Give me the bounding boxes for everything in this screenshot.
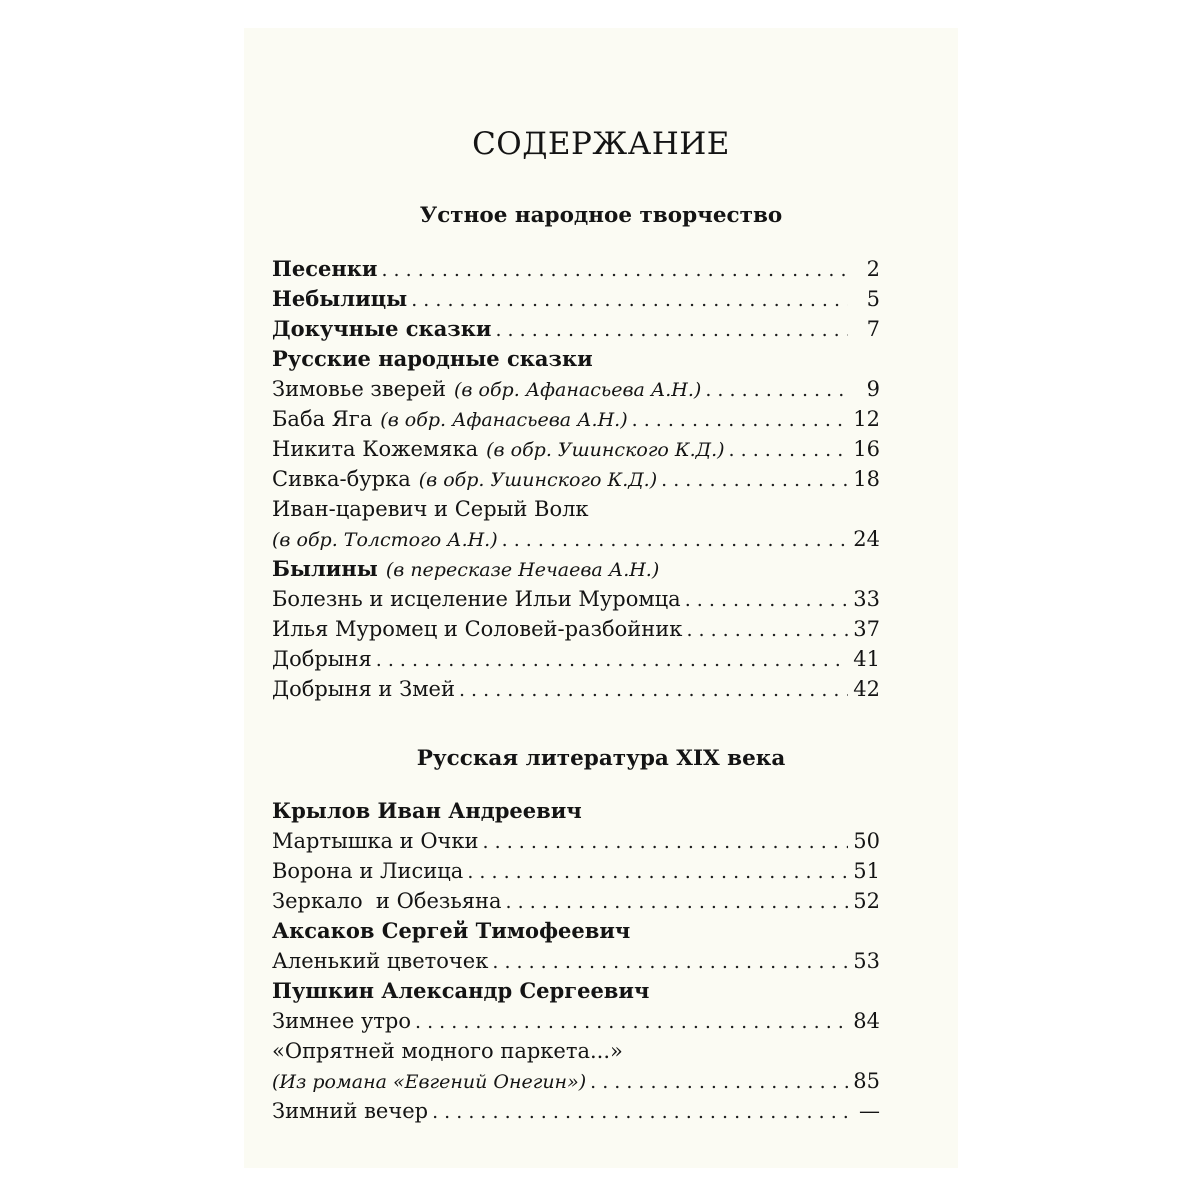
toc-entry bbox=[272, 1006, 880, 1036]
toc-entry bbox=[272, 404, 880, 434]
book-page bbox=[244, 28, 958, 1168]
entry-note: (в обр. Ушинского К.Д.) bbox=[418, 469, 658, 491]
entry-title: Иван-царевич и Серый Волк bbox=[272, 497, 589, 521]
entry-note: (в пересказе Нечаева А.Н.) bbox=[385, 559, 660, 581]
toc-entry-continued bbox=[272, 524, 880, 554]
page-number: 18 bbox=[853, 467, 880, 491]
dot-leader bbox=[686, 615, 848, 645]
page-number: 85 bbox=[853, 1069, 880, 1093]
page-number: 52 bbox=[853, 889, 880, 913]
page-number: 42 bbox=[853, 677, 880, 701]
page-number: 41 bbox=[853, 647, 880, 671]
entry-title: Добрыня bbox=[272, 647, 372, 671]
entry-title: Зимовье зверей bbox=[272, 377, 446, 401]
entry-title: Зимнее утро bbox=[272, 1009, 412, 1033]
subheading-title: Русские народные сказки bbox=[272, 346, 593, 371]
toc-entry bbox=[272, 494, 880, 524]
toc-entry bbox=[272, 614, 880, 644]
entry-note: (в обр. Толстого А.Н.) bbox=[272, 529, 498, 551]
page-number: 12 bbox=[853, 407, 880, 431]
page-title: СОДЕРЖАНИЕ bbox=[472, 126, 730, 162]
entry-title: Зимний вечер bbox=[272, 1099, 429, 1123]
entry-title: Болезнь и исцеление Ильи Муромца bbox=[272, 587, 681, 611]
toc-entry bbox=[272, 584, 880, 614]
entry-title: Илья Муромец и Соловей-разбойник bbox=[272, 617, 683, 641]
dot-leader bbox=[415, 1007, 848, 1037]
page-number: 2 bbox=[866, 257, 880, 281]
entry-title: Мартышка и Очки bbox=[272, 829, 479, 853]
dot-leader bbox=[459, 675, 848, 705]
entry-title: Песенки bbox=[272, 256, 378, 281]
toc-entry-continued bbox=[272, 1066, 880, 1096]
dot-leader bbox=[685, 585, 848, 615]
dot-leader bbox=[432, 1097, 848, 1127]
entry-note: (Из романа «Евгений Онегин») bbox=[272, 1071, 587, 1093]
toc-entry bbox=[272, 374, 880, 404]
page-number: 33 bbox=[853, 587, 880, 611]
dot-leader bbox=[632, 405, 848, 435]
entry-title: Небылицы bbox=[272, 286, 408, 311]
toc-entry bbox=[272, 886, 880, 916]
section-heading-lit19: Русская литература XIX века bbox=[416, 746, 786, 771]
toc-subheading bbox=[272, 554, 880, 584]
toc-entry bbox=[272, 434, 880, 464]
page-number: 9 bbox=[866, 377, 880, 401]
toc-entry bbox=[272, 674, 880, 704]
toc-entry bbox=[272, 856, 880, 886]
entry-title: Сивка-бурка bbox=[272, 467, 411, 491]
page-number: 7 bbox=[866, 317, 880, 341]
toc-author bbox=[272, 796, 880, 826]
toc-entry bbox=[272, 826, 880, 856]
page-number: 16 bbox=[853, 437, 880, 461]
author-name: Пушкин Александр Сергеевич bbox=[272, 978, 650, 1003]
toc-entry bbox=[272, 946, 880, 976]
dot-leader bbox=[502, 525, 848, 555]
dot-leader bbox=[376, 645, 848, 675]
dot-leader bbox=[590, 1067, 848, 1097]
entry-title: Никита Кожемяка bbox=[272, 437, 479, 461]
page-number: 51 bbox=[853, 859, 880, 883]
page-number: 50 bbox=[853, 829, 880, 853]
entry-title: Зеркало и Обезьяна bbox=[272, 889, 502, 913]
dot-leader bbox=[381, 255, 848, 285]
entry-title: Докучные сказки bbox=[272, 316, 492, 341]
toc-entry bbox=[272, 644, 880, 674]
section-heading-folk: Устное народное творчество bbox=[419, 203, 783, 228]
page-number: 53 bbox=[853, 949, 880, 973]
toc-entry bbox=[272, 1036, 880, 1066]
dot-leader bbox=[506, 887, 848, 917]
entry-title: Добрыня и Змей bbox=[272, 677, 455, 701]
toc-author bbox=[272, 916, 880, 946]
entry-title: Баба Яга bbox=[272, 407, 373, 431]
dot-leader bbox=[467, 857, 848, 887]
page-number: 84 bbox=[853, 1009, 880, 1033]
entry-note: (в обр. Афанасьева А.Н.) bbox=[454, 379, 702, 401]
dot-leader bbox=[492, 947, 848, 977]
page-number: 24 bbox=[853, 527, 880, 551]
dot-leader bbox=[661, 465, 848, 495]
toc-author bbox=[272, 976, 880, 1006]
toc-entry bbox=[272, 254, 880, 284]
toc-entry bbox=[272, 1096, 880, 1126]
toc-entry bbox=[272, 284, 880, 314]
page-number: — bbox=[859, 1099, 880, 1123]
page-number: 5 bbox=[866, 287, 880, 311]
author-name: Крылов Иван Андреевич bbox=[272, 798, 582, 823]
dot-leader bbox=[483, 827, 848, 857]
entry-title: Ворона и Лисица bbox=[272, 859, 464, 883]
subheading-title: Былины bbox=[272, 556, 378, 581]
toc-entry bbox=[272, 464, 880, 494]
dot-leader bbox=[705, 375, 848, 405]
entry-note: (в обр. Афанасьева А.Н.) bbox=[380, 409, 628, 431]
entry-note: (в обр. Ушинского К.Д.) bbox=[486, 439, 725, 461]
dot-leader bbox=[729, 435, 848, 465]
toc-entry bbox=[272, 314, 880, 344]
entry-title: Аленький цветочек bbox=[272, 949, 489, 973]
page-number: 37 bbox=[853, 617, 880, 641]
author-name: Аксаков Сергей Тимофеевич bbox=[272, 918, 631, 943]
dot-leader bbox=[411, 285, 848, 315]
dot-leader bbox=[495, 315, 848, 345]
entry-title: «Опрятней модного паркета...» bbox=[272, 1039, 623, 1063]
toc-subheading bbox=[272, 344, 880, 374]
